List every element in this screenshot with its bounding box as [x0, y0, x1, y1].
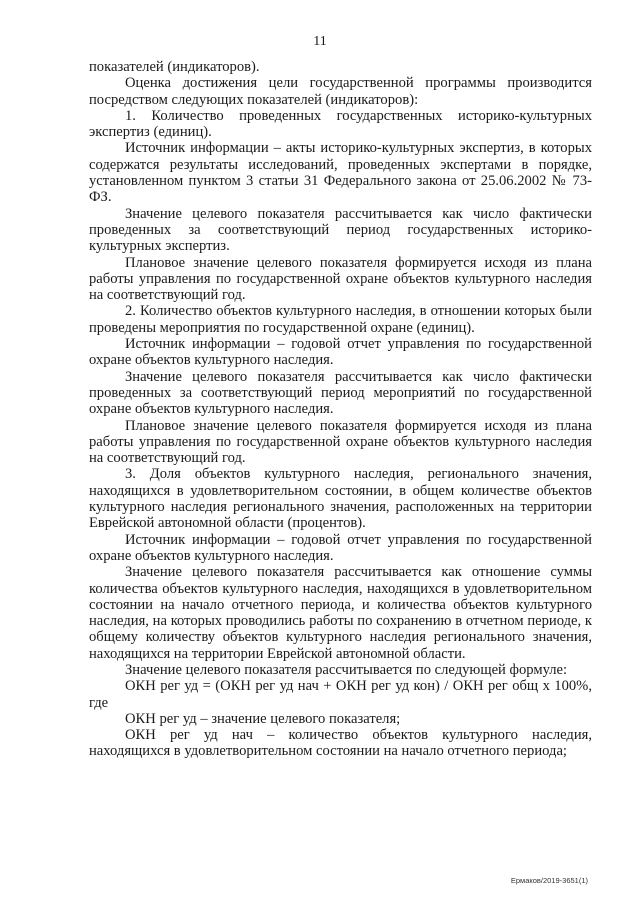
paragraph: Плановое значение целевого показателя формируется исходя из плана работы управления по государственной охране объектов культурного наследия на соответствующий год.	[89, 254, 592, 304]
paragraph: Источник информации – акты историко-культурных экспертиз, в которых содержатся результаты исследований, проведенных экспертами в порядке, установленном пунктом 3 статьи 31 Федерального закона от 25.06.2002 № 73-ФЗ.	[89, 140, 592, 206]
document-body	[89, 59, 592, 760]
paragraph: 1. Количество проведенных государственных историко-культурных экспертиз (единиц).	[89, 107, 592, 141]
paragraph: ОКН рег уд – значение целевого показателя;	[125, 710, 401, 727]
formula-paragraph: ОКН рег уд = (ОКН рег уд нач + ОКН рег уд кон) / ОКН рег общ x 100%, где	[89, 678, 592, 711]
paragraph: Оценка достижения цели государственной программы производится посредством следующих показателей (индикаторов):	[89, 75, 592, 108]
paragraph: Плановое значение целевого показателя формируется исходя из плана работы управления по государственной охране объектов культурного наследия на соответствующий год.	[89, 417, 592, 467]
paragraph: показателей (индикаторов).	[89, 59, 260, 75]
page-number: 11	[313, 34, 327, 49]
paragraph: Значение целевого показателя рассчитывается по следующей формуле:	[125, 661, 568, 678]
paragraph: 3. Доля объектов культурного наследия, регионального значения, находящихся в удовлетворительном состоянии, в общем количестве объектов культурного наследия регионального значения, расположенных на территории Еврейской автономной области (процентов).	[89, 466, 592, 532]
document-registration-code: Ермаков/2019-3651(1)	[510, 876, 588, 885]
paragraph: Источник информации – годовой отчет управления по государственной охране объектов культурного наследия.	[89, 336, 592, 369]
paragraph: Источник информации – годовой отчет управления по государственной охране объектов культурного наследия.	[89, 531, 592, 564]
paragraph: Значение целевого показателя рассчитывается как число фактически проведенных за соответствующий период мероприятий по государственной охране объектов культурного наследия.	[89, 368, 592, 418]
paragraph: Значение целевого показателя рассчитывается как отношение суммы количества объектов культурного наследия, находящихся в удовлетворительном состоянии на начало отчетного периода, и количества объектов культурного наследия, на которых проводились работы по сохранению в отчетном периоде, к общему количеству объектов культурного наследия регионального значения, находящихся на территории Еврейской автономной области.	[89, 564, 592, 662]
paragraph: 2. Количество объектов культурного наследия, в отношении которых были проведены мероприятия по государственной охране (единиц).	[89, 303, 592, 336]
paragraph: ОКН рег уд нач – количество объектов культурного наследия, находящихся в удовлетворительном состоянии на начало отчетного периода;	[89, 727, 592, 760]
paragraph: Значение целевого показателя рассчитывается как число фактически проведенных за соответствующий период государственных историко-культурных экспертиз.	[89, 205, 592, 255]
